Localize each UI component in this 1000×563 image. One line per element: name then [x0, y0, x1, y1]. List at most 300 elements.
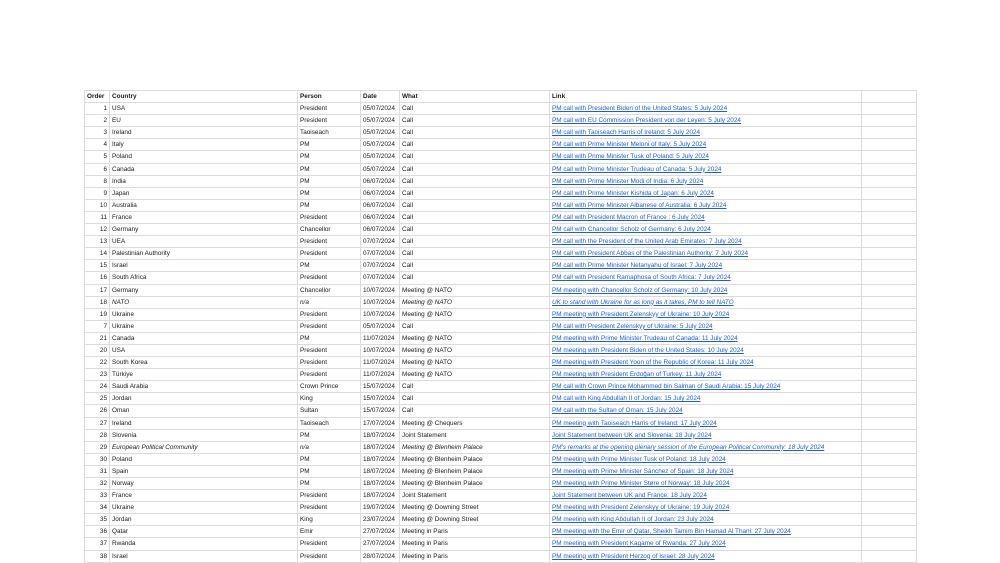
person-cell[interactable]: Crown Prince — [298, 381, 361, 393]
country-cell[interactable]: Palestinian Authority — [110, 248, 298, 260]
country-cell[interactable]: Israel — [110, 260, 298, 272]
person-cell[interactable]: President — [298, 369, 361, 381]
link-cell — [550, 381, 862, 393]
country-cell[interactable]: Qatar — [110, 526, 298, 538]
person-cell[interactable]: PM — [298, 187, 361, 199]
empty-cell[interactable] — [862, 199, 917, 211]
what-cell[interactable]: Meeting @ NATO — [400, 369, 550, 381]
order-cell[interactable]: 17 — [85, 284, 110, 296]
empty-cell[interactable] — [862, 103, 917, 115]
date-cell[interactable]: 05/07/2024 — [361, 139, 400, 151]
country-cell[interactable]: Jordan — [110, 393, 298, 405]
what-cell[interactable]: Call — [400, 103, 550, 115]
date-cell[interactable]: 06/07/2024 — [361, 175, 400, 187]
row-link[interactable]: PM meeting with the Emir of Qatar, Sheikh Tamim Bin Hamad Al Thani: 27 July 2024 — [552, 528, 791, 536]
row-link[interactable]: PM meeting with President Erdoğan of Turkey: 11 July 2024 — [552, 371, 722, 379]
person-cell[interactable]: n/a — [298, 441, 361, 453]
person-cell[interactable]: President — [298, 308, 361, 320]
country-cell[interactable]: South Korea — [110, 357, 298, 369]
person-cell[interactable]: President — [298, 344, 361, 356]
empty-cell[interactable] — [862, 478, 917, 490]
empty-cell[interactable] — [862, 272, 917, 284]
table-row — [85, 175, 917, 187]
country-cell[interactable]: India — [110, 175, 298, 187]
country-cell[interactable]: Poland — [110, 453, 298, 465]
country-cell[interactable]: EU — [110, 115, 298, 127]
row-link[interactable]: PM call with Prime Minister Modi of India: 6 July 2024 — [552, 177, 704, 185]
header-person[interactable]: Person — [298, 91, 361, 103]
country-cell[interactable]: France — [110, 490, 298, 502]
link-cell — [550, 187, 862, 199]
order-cell[interactable]: 25 — [85, 393, 110, 405]
order-cell[interactable]: 24 — [85, 381, 110, 393]
order-cell[interactable]: 22 — [85, 357, 110, 369]
empty-cell[interactable] — [862, 284, 917, 296]
country-cell[interactable]: European Political Community — [110, 441, 298, 453]
row-link[interactable]: PM call with Prime Minister Tusk of Poland: 5 July 2024 — [552, 153, 709, 161]
person-cell[interactable]: Taoiseach — [298, 417, 361, 429]
date-cell[interactable]: 06/07/2024 — [361, 199, 400, 211]
row-link[interactable]: PM meeting with Prime Minister Trudeau of Canada: 11 July 2024 — [552, 334, 738, 342]
person-cell[interactable]: PM — [298, 199, 361, 211]
empty-cell[interactable] — [862, 296, 917, 308]
date-cell[interactable]: 05/07/2024 — [361, 163, 400, 175]
country-cell[interactable]: Ireland — [110, 417, 298, 429]
table-row — [85, 478, 917, 490]
empty-cell[interactable] — [862, 453, 917, 465]
row-link[interactable]: PM call with President Abbas of the Palestinian Authority: 7 July 2024 — [552, 250, 749, 258]
row-link[interactable]: PM call with President Biden of the United States: 5 July 2024 — [552, 105, 728, 113]
country-cell[interactable]: NATO — [110, 296, 298, 308]
empty-cell[interactable] — [862, 236, 917, 248]
row-link[interactable]: PM call with Prime Minister Trudeau of Canada: 5 July 2024 — [552, 165, 722, 173]
empty-cell[interactable] — [862, 115, 917, 127]
header-country[interactable]: Country — [110, 91, 298, 103]
country-cell[interactable]: USA — [110, 103, 298, 115]
country-cell[interactable]: Spain — [110, 465, 298, 477]
order-cell[interactable]: 12 — [85, 224, 110, 236]
row-link[interactable]: PM meeting with President Kagame of Rwanda: 27 July 2024 — [552, 540, 726, 548]
person-cell[interactable]: President — [298, 272, 361, 284]
empty-cell[interactable] — [862, 550, 917, 562]
what-cell[interactable]: Meeting @ Blenheim Palace — [400, 453, 550, 465]
row-link[interactable]: Joint Statement between UK and France: 18 July 2024 — [552, 492, 707, 500]
what-cell[interactable]: Call — [400, 211, 550, 223]
date-cell[interactable]: 05/07/2024 — [361, 115, 400, 127]
date-cell[interactable]: 10/07/2024 — [361, 284, 400, 296]
empty-cell[interactable] — [862, 538, 917, 550]
person-cell[interactable]: PM — [298, 453, 361, 465]
what-cell[interactable]: Meeting @ NATO — [400, 332, 550, 344]
what-cell[interactable]: Meeting in Paris — [400, 538, 550, 550]
person-cell[interactable]: King — [298, 393, 361, 405]
what-cell[interactable]: Joint Statement — [400, 490, 550, 502]
link-cell — [550, 175, 862, 187]
empty-cell[interactable] — [862, 502, 917, 514]
order-cell[interactable]: 30 — [85, 453, 110, 465]
what-cell[interactable]: Call — [400, 175, 550, 187]
empty-cell[interactable] — [862, 151, 917, 163]
date-cell[interactable]: 23/07/2024 — [361, 514, 400, 526]
row-link[interactable]: PM call with Prime Minister Albanese of Australia: 6 July 2024 — [552, 201, 727, 209]
row-link[interactable]: PM call with President Ramaphosa of South Africa: 7 July 2024 — [552, 274, 731, 282]
date-cell[interactable]: 18/07/2024 — [361, 453, 400, 465]
what-cell[interactable]: Call — [400, 381, 550, 393]
date-cell[interactable]: 27/07/2024 — [361, 526, 400, 538]
link-cell — [550, 465, 862, 477]
what-cell[interactable]: Meeting @ Downing Street — [400, 502, 550, 514]
what-cell[interactable]: Call — [400, 236, 550, 248]
person-cell[interactable]: President — [298, 357, 361, 369]
date-cell[interactable]: 15/07/2024 — [361, 393, 400, 405]
date-cell[interactable]: 10/07/2024 — [361, 344, 400, 356]
person-cell[interactable]: King — [298, 514, 361, 526]
date-cell[interactable]: 28/07/2024 — [361, 550, 400, 562]
person-cell[interactable]: Emir — [298, 526, 361, 538]
what-cell[interactable]: Meeting @ Blenheim Palace — [400, 478, 550, 490]
country-cell[interactable]: Ireland — [110, 127, 298, 139]
row-link[interactable]: PM call with King Abdullah II of Jordan: 15 July 2024 — [552, 395, 701, 403]
empty-cell[interactable] — [862, 393, 917, 405]
row-link[interactable]: PM call with the Sultan of Oman: 15 July 2024 — [552, 407, 683, 415]
date-cell[interactable]: 05/07/2024 — [361, 320, 400, 332]
order-cell[interactable]: 26 — [85, 405, 110, 417]
order-cell[interactable]: 33 — [85, 490, 110, 502]
date-cell[interactable]: 19/07/2024 — [361, 502, 400, 514]
person-cell[interactable]: PM — [298, 139, 361, 151]
header-what[interactable]: What — [400, 91, 550, 103]
order-cell[interactable]: 11 — [85, 211, 110, 223]
person-cell[interactable]: President — [298, 248, 361, 260]
order-cell[interactable]: 19 — [85, 308, 110, 320]
row-link[interactable]: PM meeting with President Yoon of the Republic of Korea: 11 July 2024 — [552, 359, 754, 367]
person-cell[interactable]: PM — [298, 175, 361, 187]
header-empty[interactable] — [862, 91, 917, 103]
header-link[interactable]: Link — [550, 91, 862, 103]
date-cell[interactable]: 17/07/2024 — [361, 417, 400, 429]
order-cell[interactable]: 8 — [85, 175, 110, 187]
order-cell[interactable]: 10 — [85, 199, 110, 211]
person-cell[interactable]: President — [298, 236, 361, 248]
country-cell[interactable]: Canada — [110, 163, 298, 175]
order-cell[interactable]: 9 — [85, 187, 110, 199]
order-cell[interactable]: 6 — [85, 163, 110, 175]
empty-cell[interactable] — [862, 163, 917, 175]
empty-cell[interactable] — [862, 308, 917, 320]
empty-cell[interactable] — [862, 248, 917, 260]
row-link[interactable]: PM meeting with President Herzog of Israel: 28 July 2024 — [552, 552, 715, 560]
what-cell[interactable]: Call — [400, 199, 550, 211]
person-cell[interactable]: President — [298, 490, 361, 502]
order-cell[interactable]: 4 — [85, 139, 110, 151]
country-cell[interactable]: USA — [110, 344, 298, 356]
person-cell[interactable]: PM — [298, 429, 361, 441]
person-cell[interactable]: President — [298, 115, 361, 127]
row-link[interactable]: PM meeting with Prime Minister Støre of Norway: 18 July 2024 — [552, 480, 730, 487]
country-cell[interactable]: Saudi Arabia — [110, 381, 298, 393]
date-cell[interactable]: 05/07/2024 — [361, 127, 400, 139]
table-row — [85, 465, 917, 477]
empty-cell[interactable] — [862, 332, 917, 344]
date-cell[interactable]: 10/07/2024 — [361, 296, 400, 308]
order-cell[interactable]: 29 — [85, 441, 110, 453]
empty-cell[interactable] — [862, 514, 917, 526]
empty-cell[interactable] — [862, 369, 917, 381]
what-cell[interactable]: Call — [400, 163, 550, 175]
country-cell[interactable]: South Africa — [110, 272, 298, 284]
what-cell[interactable]: Meeting @ NATO — [400, 296, 550, 308]
order-cell[interactable]: 35 — [85, 514, 110, 526]
row-link[interactable]: PM meeting with President Biden of the United States: 10 July 2024 — [552, 346, 744, 354]
order-cell[interactable]: 2 — [85, 115, 110, 127]
order-cell[interactable]: 27 — [85, 417, 110, 429]
row-link[interactable]: PM call with President Macron of France : 6 July 2024 — [552, 213, 705, 221]
row-link[interactable]: PM call with Chancellor Scholz of Germany: 6 July 2024 — [552, 226, 711, 234]
person-cell[interactable]: Taoiseach — [298, 127, 361, 139]
date-cell[interactable]: 18/07/2024 — [361, 478, 400, 490]
order-cell[interactable]: 18 — [85, 296, 110, 308]
person-cell[interactable]: PM — [298, 260, 361, 272]
order-cell[interactable]: 36 — [85, 526, 110, 538]
date-cell[interactable]: 11/07/2024 — [361, 332, 400, 344]
empty-cell[interactable] — [862, 187, 917, 199]
order-cell[interactable]: 31 — [85, 465, 110, 477]
what-cell[interactable]: Meeting @ NATO — [400, 284, 550, 296]
country-cell[interactable]: Germany — [110, 224, 298, 236]
link-cell — [550, 236, 862, 248]
row-link[interactable]: PM call with EU Commission President von der Leyen: 5 July 2024 — [552, 117, 741, 125]
order-cell[interactable]: 20 — [85, 344, 110, 356]
row-link[interactable]: PM call with Crown Prince Mohammed bin Salman of Saudi Arabia: 15 July 2024 — [552, 383, 781, 391]
person-cell[interactable]: PM — [298, 332, 361, 344]
empty-cell[interactable] — [862, 526, 917, 538]
row-link[interactable]: PM call with Prime Minister Netanyahu of Israel: 7 July 2024 — [552, 262, 723, 270]
order-cell[interactable]: 21 — [85, 332, 110, 344]
person-cell[interactable]: President — [298, 538, 361, 550]
empty-cell[interactable] — [862, 127, 917, 139]
what-cell[interactable]: Call — [400, 320, 550, 332]
row-link[interactable]: PM call with Prime Minister Meloni of Italy: 5 July 2024 — [552, 141, 707, 149]
header-date[interactable]: Date — [361, 91, 400, 103]
link-cell — [550, 514, 862, 526]
what-cell[interactable]: Meeting @ Blenheim Palace — [400, 465, 550, 477]
link-cell — [550, 502, 862, 514]
order-cell[interactable]: 23 — [85, 369, 110, 381]
person-cell[interactable]: President — [298, 320, 361, 332]
order-cell[interactable]: 13 — [85, 236, 110, 248]
what-cell[interactable]: Meeting @ Downing Street — [400, 514, 550, 526]
row-link[interactable]: UK to stand with Ukraine for as long as it takes, PM to tell NATO — [552, 298, 734, 306]
table-row — [85, 344, 917, 356]
what-cell[interactable]: Meeting @ NATO — [400, 308, 550, 320]
person-cell[interactable]: President — [298, 502, 361, 514]
order-cell[interactable]: 16 — [85, 272, 110, 284]
country-cell[interactable]: Canada — [110, 332, 298, 344]
empty-cell[interactable] — [862, 344, 917, 356]
date-cell[interactable]: 11/07/2024 — [361, 357, 400, 369]
person-cell[interactable]: Chancellor — [298, 284, 361, 296]
country-cell[interactable]: Norway — [110, 478, 298, 490]
country-cell[interactable]: Jordan — [110, 514, 298, 526]
link-cell — [550, 369, 862, 381]
link-cell — [550, 490, 862, 502]
table-row — [85, 211, 917, 223]
header-order[interactable]: Order — [85, 91, 110, 103]
empty-cell[interactable] — [862, 490, 917, 502]
country-cell[interactable]: France — [110, 211, 298, 223]
empty-cell[interactable] — [862, 260, 917, 272]
what-cell[interactable]: Call — [400, 260, 550, 272]
country-cell[interactable]: Oman — [110, 405, 298, 417]
person-cell[interactable]: Chancellor — [298, 224, 361, 236]
what-cell[interactable]: Meeting @ Blenheim Palace — [400, 441, 550, 453]
table-row — [85, 284, 917, 296]
country-cell[interactable]: Rwanda — [110, 538, 298, 550]
country-cell[interactable]: Israel — [110, 550, 298, 562]
country-cell[interactable]: Ukraine — [110, 308, 298, 320]
empty-cell[interactable] — [862, 465, 917, 477]
empty-cell[interactable] — [862, 381, 917, 393]
table-row — [85, 526, 917, 538]
what-cell[interactable]: Joint Statement — [400, 429, 550, 441]
what-cell[interactable]: Meeting @ NATO — [400, 357, 550, 369]
date-cell[interactable]: 18/07/2024 — [361, 490, 400, 502]
link-cell — [550, 103, 862, 115]
person-cell[interactable]: PM — [298, 163, 361, 175]
what-cell[interactable]: Call — [400, 187, 550, 199]
what-cell[interactable]: Meeting @ NATO — [400, 344, 550, 356]
order-cell[interactable]: 38 — [85, 550, 110, 562]
country-cell[interactable]: Ukraine — [110, 502, 298, 514]
order-cell[interactable]: 37 — [85, 538, 110, 550]
link-cell — [550, 284, 862, 296]
order-cell[interactable]: 1 — [85, 103, 110, 115]
country-cell[interactable]: UEA — [110, 236, 298, 248]
what-cell[interactable]: Call — [400, 127, 550, 139]
person-cell[interactable]: PM — [298, 151, 361, 163]
country-cell[interactable]: Germany — [110, 284, 298, 296]
country-cell[interactable]: Italy — [110, 139, 298, 151]
order-cell[interactable]: 7 — [85, 320, 110, 332]
what-cell[interactable]: Call — [400, 115, 550, 127]
link-cell — [550, 224, 862, 236]
date-cell[interactable]: 06/07/2024 — [361, 224, 400, 236]
row-link[interactable]: PM's remarks at the opening plenary session of the European Political Community: 18 July 2024 — [552, 443, 825, 451]
date-cell[interactable]: 05/07/2024 — [361, 151, 400, 163]
order-cell[interactable]: 15 — [85, 260, 110, 272]
country-cell[interactable]: Poland — [110, 151, 298, 163]
date-cell[interactable]: 07/07/2024 — [361, 272, 400, 284]
order-cell[interactable]: 32 — [85, 478, 110, 490]
date-cell[interactable]: 27/07/2024 — [361, 538, 400, 550]
order-cell[interactable]: 14 — [85, 248, 110, 260]
empty-cell[interactable] — [862, 211, 917, 223]
empty-cell[interactable] — [862, 429, 917, 441]
what-cell[interactable]: Call — [400, 405, 550, 417]
empty-cell[interactable] — [862, 405, 917, 417]
person-cell[interactable]: President — [298, 550, 361, 562]
row-link[interactable]: PM call with the President of the United Arab Emirates: 7 July 2024 — [552, 238, 742, 246]
country-cell[interactable]: Japan — [110, 187, 298, 199]
table-row — [85, 139, 917, 151]
country-cell[interactable]: Türkiye — [110, 369, 298, 381]
table-row — [85, 308, 917, 320]
empty-cell[interactable] — [862, 417, 917, 429]
row-link[interactable]: PM meeting with Prime Minister Tusk of Poland: 18 July 2024 — [552, 455, 726, 463]
row-link[interactable]: Joint Statement between UK and Slovenia: 18 July 2024 — [552, 431, 712, 439]
what-cell[interactable]: Call — [400, 272, 550, 284]
table-row — [85, 115, 917, 127]
empty-cell[interactable] — [862, 441, 917, 453]
table-row — [85, 538, 917, 550]
row-link[interactable]: PM call with President Zelenskyy of Ukraine: 5 July 2024 — [552, 322, 713, 330]
country-cell[interactable]: Australia — [110, 199, 298, 211]
date-cell[interactable]: 05/07/2024 — [361, 103, 400, 115]
date-cell[interactable]: 07/07/2024 — [361, 236, 400, 248]
empty-cell[interactable] — [862, 175, 917, 187]
date-cell[interactable]: 07/07/2024 — [361, 260, 400, 272]
date-cell[interactable]: 18/07/2024 — [361, 441, 400, 453]
empty-cell[interactable] — [862, 139, 917, 151]
date-cell[interactable]: 10/07/2024 — [361, 308, 400, 320]
row-link[interactable]: PM call with Prime Minister Kishida of Japan: 6 July 2024 — [552, 189, 714, 197]
row-link[interactable]: PM meeting with President Zelenskyy of Ukraine: 10 July 2024 — [552, 310, 730, 318]
empty-cell[interactable] — [862, 320, 917, 332]
person-cell[interactable]: Sultan — [298, 405, 361, 417]
row-link[interactable]: PM meeting with Prime Minister Sánchez of Spain: 18 July 2024 — [552, 467, 734, 475]
row-link[interactable]: PM meeting with Chancellor Scholz of Germany: 10 July 2024 — [552, 286, 728, 294]
table-row — [85, 103, 917, 115]
what-cell[interactable]: Call — [400, 151, 550, 163]
empty-cell[interactable] — [862, 357, 917, 369]
table-row — [85, 550, 917, 562]
row-link[interactable]: PM meeting with King Abdullah II of Jordan: 23 July 2024 — [552, 516, 714, 524]
what-cell[interactable]: Call — [400, 139, 550, 151]
link-cell — [550, 441, 862, 453]
person-cell[interactable]: n/a — [298, 296, 361, 308]
row-link[interactable]: PM meeting with Taoiseach Harris of Ireland: 17 July 2024 — [552, 419, 717, 427]
order-cell[interactable]: 28 — [85, 429, 110, 441]
date-cell[interactable]: 18/07/2024 — [361, 429, 400, 441]
what-cell[interactable]: Meeting in Paris — [400, 526, 550, 538]
what-cell[interactable]: Call — [400, 393, 550, 405]
person-cell[interactable]: President — [298, 103, 361, 115]
date-cell[interactable]: 15/07/2024 — [361, 381, 400, 393]
what-cell[interactable]: Call — [400, 248, 550, 260]
empty-cell[interactable] — [862, 224, 917, 236]
person-cell[interactable]: President — [298, 211, 361, 223]
date-cell[interactable]: 06/07/2024 — [361, 211, 400, 223]
what-cell[interactable]: Meeting in Paris — [400, 550, 550, 562]
order-cell[interactable]: 34 — [85, 502, 110, 514]
date-cell[interactable]: 07/07/2024 — [361, 248, 400, 260]
date-cell[interactable]: 06/07/2024 — [361, 187, 400, 199]
row-link[interactable]: PM meeting with President Zelenskyy of Ukraine: 19 July 2024 — [552, 504, 730, 512]
row-link[interactable]: PM call with Taoiseach Harris of Ireland: 5 July 2024 — [552, 129, 701, 137]
person-cell[interactable]: PM — [298, 478, 361, 490]
country-cell[interactable]: Slovenia — [110, 429, 298, 441]
person-cell[interactable]: PM — [298, 465, 361, 477]
date-cell[interactable]: 15/07/2024 — [361, 405, 400, 417]
date-cell[interactable]: 11/07/2024 — [361, 369, 400, 381]
what-cell[interactable]: Meeting @ Chequers — [400, 417, 550, 429]
order-cell[interactable]: 5 — [85, 151, 110, 163]
what-cell[interactable]: Call — [400, 224, 550, 236]
date-cell[interactable]: 18/07/2024 — [361, 465, 400, 477]
link-cell — [550, 320, 862, 332]
country-cell[interactable]: Ukraine — [110, 320, 298, 332]
order-cell[interactable]: 3 — [85, 127, 110, 139]
